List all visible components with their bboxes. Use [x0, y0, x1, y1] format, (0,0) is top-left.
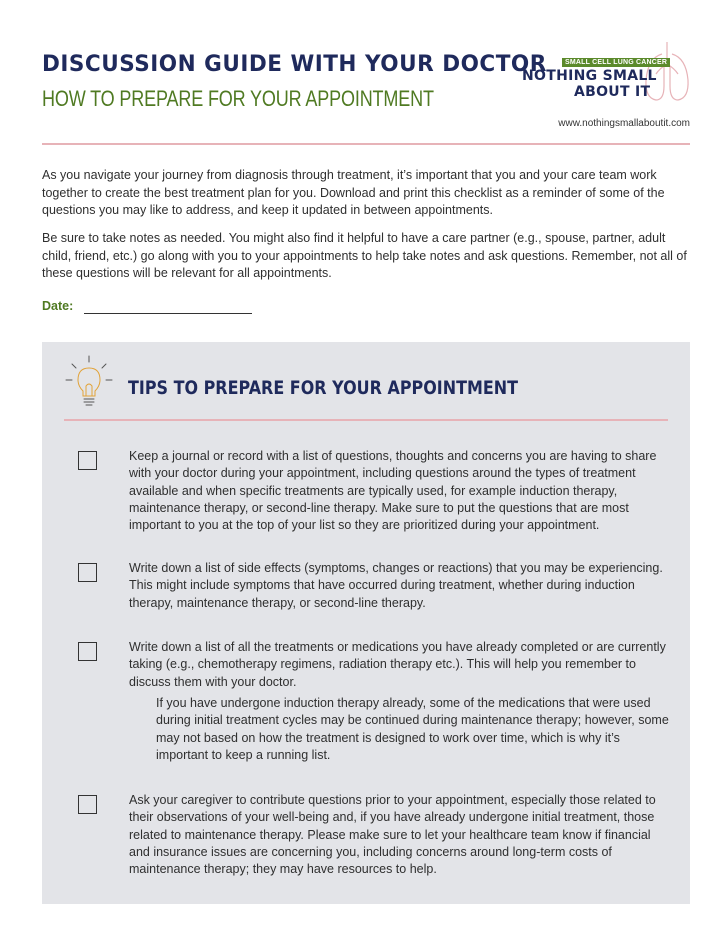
tips-panel [42, 342, 690, 904]
checklist-item-text: Write down a list of all the treatments or medications you have already completed or are currently taking (e.g., chemotherapy regimens, radiation therapy etc.). This will help you remember to discuss them with your doctor. [129, 640, 666, 689]
logo-tag: SMALL CELL LUNG CANCER [562, 58, 670, 67]
header-divider [42, 143, 690, 145]
checklist-item-text: Write down a list of side effects (symptoms, changes or reactions) that you may be experiencing. This might include symptoms that have occurred during treatment, whether during induction therapy, maintenance therapy, or second-line therapy. [129, 561, 663, 610]
logo-text-line2: ABOUT IT [574, 84, 651, 100]
checklist-item-text: Keep a journal or record with a list of questions, thoughts and concerns you are having to share with your doctor during your appointment, including questions around the types of treatment available and when specific treatments are typically used, for example induction therapy, maintenance therapy, or second-line therapy. Make sure to put the questions that are most important to you at the top of your list so they are prioritized during your appointment. [129, 449, 657, 533]
intro-paragraph-1: As you navigate your journey from diagnosis through treatment, it’s important that you and your care team work together to create the best treatment plan for you. Download and print this checklist as a reminder of some of the questions you may like to address, and keep it updated in between appointments. [42, 168, 665, 217]
tips-heading: TIPS TO PREPARE FOR YOUR APPOINTMENT [128, 377, 519, 399]
checkbox-icon[interactable] [78, 795, 97, 814]
checklist-item-subtext: If you have undergone induction therapy already, some of the medications that were used during initial treatment cycles may be continued during maintenance therapy; however, some may not based on how the treatment is designed to work over time, which is why it’s important to keep a running list. [156, 696, 669, 762]
page-subtitle: HOW TO PREPARE FOR YOUR APPOINTMENT [42, 86, 434, 111]
date-label: Date: [42, 299, 74, 313]
brand-logo [518, 40, 694, 108]
checklist-item-text: Ask your caregiver to contribute questions prior to your appointment, especially those related to their observations of your well-being and, if you have already undergone initial treatment, those related to maintenance therapy. Please make sure to let your healthcare team know if financial and insurance issues are concerning you, including concerns around long-term costs of maintenance therapy; they may have resources to help. [129, 793, 656, 877]
website-url[interactable]: www.nothingsmallaboutit.com [558, 118, 690, 129]
page-title: DISCUSSION GUIDE WITH YOUR DOCTOR [42, 52, 547, 77]
checkbox-icon[interactable] [78, 642, 97, 661]
logo-text-line1: NOTHING SMALL [522, 68, 657, 84]
checkbox-icon[interactable] [78, 563, 97, 582]
lightbulb-icon [64, 354, 114, 410]
date-field[interactable] [84, 313, 252, 314]
tips-divider [64, 419, 668, 421]
checkbox-icon[interactable] [78, 451, 97, 470]
intro-paragraph-2: Be sure to take notes as needed. You might also find it helpful to have a care partner (e.g., spouse, partner, adult child, friend, etc.) go along with you to your appointments to help take notes and ask questions. Remember, not all of these questions will be relevant for all appointments. [42, 231, 687, 280]
